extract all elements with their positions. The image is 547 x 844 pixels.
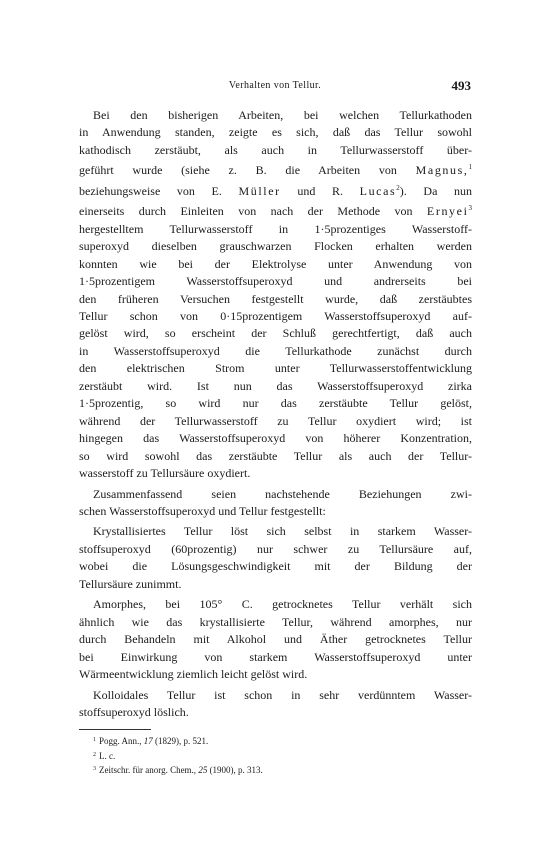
body-text	[79, 107, 472, 721]
footnote-ref: 3	[468, 204, 473, 213]
text-line: 1·5prozentig, so wird nur das zerstäubte Tellur gelöst,	[79, 396, 472, 411]
footnote-mark: 3	[93, 766, 96, 772]
text-line: einerseits durch Einleiten von nach der Methode von Ernyei$^3$	[79, 204, 473, 219]
text-line: bei Einwirkung von starkem Wasserstoffsuperoxyd unter	[79, 649, 472, 664]
author-name: Magnus,	[415, 163, 469, 178]
paragraph-3	[79, 523, 472, 593]
footnote: $^2$ L. c.	[93, 750, 116, 761]
author-name: Müller	[238, 183, 281, 198]
paragraph-1	[79, 107, 472, 483]
paragraph-2	[79, 486, 472, 521]
text-line: gelöst wird, so erscheint der Schluß gerechtfertigt, daß auch	[79, 326, 472, 341]
text-line: in Anwendung standen, zeigte es sich, daß das Tellur sowohl	[79, 125, 472, 140]
text-line: stoffsuperoxyd (60prozentig) nur schwer zu Tellursäure auf,	[79, 541, 472, 556]
footnotes	[93, 734, 453, 778]
text-line: in Wasserstoffsuperoxyd die Tellurkathode zunächst durch	[79, 343, 472, 358]
volume-number: 25	[198, 765, 208, 775]
text-line: schen Wasserstoffsuperoxyd und Tellur festgestellt:	[79, 503, 326, 518]
text-line: konnten wie bei der Elektrolyse unter Anwendung von	[79, 256, 472, 271]
footnote-mark: 2	[93, 751, 96, 758]
author-name: Lucas	[359, 183, 397, 198]
footnote-ref: 2	[396, 183, 400, 192]
text-line: Kolloidales Tellur ist schon in sehr verdünntem Wasser-	[93, 687, 472, 702]
text-line: ähnlich wie das krystallisierte Tellur, während amorphes, nur	[79, 614, 472, 629]
text-line: während der Tellurwasserstoff zu Tellur oxydiert wird; ist	[79, 413, 472, 428]
text-line: wobei die Lösungsgeschwindigkeit mit der Bildung der	[79, 559, 472, 574]
text-line: stoffsuperoxyd löslich.	[79, 704, 189, 719]
text-line: Zusammenfassend seien nachstehende Beziehungen zwi-	[93, 486, 472, 501]
text-line: zerstäubt wird. Ist nun das Wasserstoffsuperoxyd zirka	[79, 378, 472, 393]
text-line: beziehungsweise von E. Müller und R. Lucas$^2$). Da nun	[79, 183, 473, 198]
text-line: geführt wurde (siehe z. B. die Arbeiten von Magnus,$^1$	[79, 163, 473, 178]
text-line: hergestelltem Tellurwasserstoff in 1·5prozentiges Wasserstoff-	[79, 221, 472, 236]
author-name: Ernyei	[426, 204, 469, 219]
footnote: $^1$ Pogg. Ann., 17 (1829), p. 521.	[93, 736, 209, 746]
footnote-divider	[79, 729, 151, 730]
running-head-title: Verhalten von Tellur.	[228, 80, 322, 91]
text-line: kathodisch zerstäubt, als auch in Tellurwasserstoff über-	[79, 142, 472, 157]
paragraph-5	[79, 687, 472, 722]
text-line: so wird sowohl das zerstäubte Tellur als auch der Tellur-	[79, 448, 472, 463]
text-line: den elektrischen Strom unter Tellurwasserstoffentwicklung	[79, 361, 472, 376]
text-line: superoxyd dieselben grauschwarzen Flocken erhalten werden	[79, 239, 472, 254]
text-line: Amorphes, bei 105° C. getrocknetes Tellur verhält sich	[93, 597, 472, 612]
running-head	[79, 78, 471, 94]
page-number: 493	[451, 78, 471, 93]
volume-number: 17	[143, 736, 153, 746]
footnote-ref: 1	[468, 163, 473, 172]
paragraph-4	[79, 596, 472, 683]
text-line: Krystallisiertes Tellur löst sich selbst in starkem Wasser-	[93, 524, 472, 539]
footnote-mark: 1	[93, 737, 96, 743]
text-line: Wärmeentwicklung ziemlich leicht gelöst wird.	[79, 667, 308, 682]
text-line: 1·5prozentigem Wasserstoffsuperoxyd und andrerseits bei	[79, 274, 472, 289]
footnote: $^3$ Zeitschr. für anorg. Chem., 25 (1900), p. 313.	[93, 765, 263, 775]
text-line: Bei den bisherigen Arbeiten, bei welchen Tellurkathoden	[93, 108, 472, 122]
text-line: wasserstoff zu Tellursäure oxydiert.	[79, 466, 251, 481]
text-line: Tellursäure zunimmt.	[79, 576, 182, 591]
text-line: Tellur schon von 0·15prozentigem Wasserstoffsuperoxyd auf-	[79, 308, 472, 323]
text-line: den früheren Versuchen festgestellt wurde, daß zerstäubtes	[79, 291, 472, 306]
text-line: durch Behandeln mit Alkohol und Äther getrocknetes Tellur	[79, 632, 472, 647]
text-line: hingegen das Wasserstoffsuperoxyd von höherer Konzentration,	[79, 431, 472, 446]
